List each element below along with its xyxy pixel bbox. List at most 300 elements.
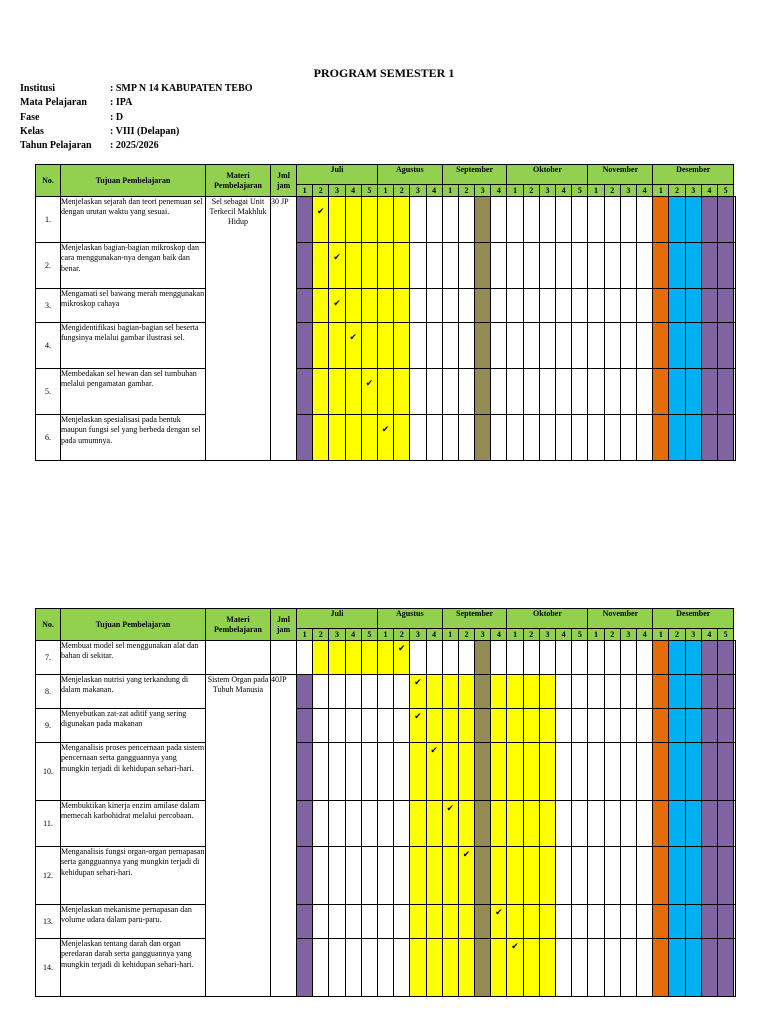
week-cell [313,905,329,939]
week-cell [426,847,442,905]
table-row [36,801,736,847]
table-row [36,243,736,289]
week-cell [410,675,426,709]
week-cell [653,243,669,289]
week-cell [491,675,507,709]
week-cell [345,415,361,461]
week-cell [361,939,377,997]
week-cell [394,415,410,461]
row-number: 8. [36,675,61,709]
week-cell [572,369,588,415]
table-row [36,289,736,323]
week-cell [491,801,507,847]
week-header: 4 [701,185,717,197]
week-cell [620,197,636,243]
week-cell [588,847,604,905]
week-cell [604,939,620,997]
week-cell [685,905,701,939]
week-cell [394,743,410,801]
week-cell [361,323,377,369]
info-label: Fase [20,111,40,123]
week-header: 4 [426,629,442,641]
week-cell [556,243,572,289]
table-row [36,847,736,905]
week-cell [410,847,426,905]
week-cell [394,709,410,743]
week-cell [329,743,345,801]
week-cell [556,641,572,675]
week-cell [734,905,736,939]
week-cell [394,197,410,243]
week-cell [475,675,491,709]
week-cell [637,743,653,801]
week-header: 2 [394,629,410,641]
week-cell [329,415,345,461]
week-cell [604,243,620,289]
week-cell [572,641,588,675]
week-cell [491,289,507,323]
week-cell [523,641,539,675]
week-cell [539,743,555,801]
week-header: 1 [653,629,669,641]
row-number: 14. [36,939,61,997]
week-cell [669,847,685,905]
week-cell [588,323,604,369]
week-cell [458,709,474,743]
week-cell [604,905,620,939]
week-cell [297,939,313,997]
week-cell [734,369,736,415]
week-cell [475,415,491,461]
week-cell [572,709,588,743]
week-cell [653,415,669,461]
week-cell [718,323,734,369]
week-cell [329,323,345,369]
week-cell [491,709,507,743]
week-cell [701,801,717,847]
check-mark-icon: ✔ [462,849,471,859]
page-title: PROGRAM SEMESTER 1 [313,66,455,80]
week-cell [653,709,669,743]
info-label: Tahun Pelajaran [20,140,92,152]
week-cell [620,709,636,743]
week-cell [329,847,345,905]
week-cell [394,243,410,289]
tujuan-pembelajaran: Membuktikan kinerja enzim amilase dalam memecah karbohidrat melalui percobaan. [61,801,206,847]
week-cell [458,197,474,243]
week-header: 1 [507,185,523,197]
week-cell [329,289,345,323]
week-cell [394,939,410,997]
row-number: 11. [36,801,61,847]
week-cell [604,641,620,675]
week-cell [539,675,555,709]
row-number: 9. [36,709,61,743]
week-cell [329,197,345,243]
week-cell [442,197,458,243]
week-cell [734,743,736,801]
tujuan-pembelajaran: Menganalisis proses pencernaan pada sistem pencernaan serta gangguannya yang mungkin terjadi di kehidupan sehari-hari. [61,743,206,801]
week-cell [588,197,604,243]
week-cell [377,641,393,675]
week-cell [685,369,701,415]
week-cell [313,323,329,369]
week-cell [377,905,393,939]
week-cell [523,415,539,461]
week-cell [539,369,555,415]
week-cell [426,675,442,709]
week-cell [734,801,736,847]
week-cell [377,675,393,709]
week-header: 3 [685,629,701,641]
week-header: 4 [556,629,572,641]
week-cell [491,323,507,369]
week-header: 2 [669,629,685,641]
week-header: 5 [361,629,377,641]
month-header: Juli [297,609,378,629]
tujuan-pembelajaran: Menjelaskan mekanisme pernapasan dan volume udara dalam paru-paru. [61,905,206,939]
week-cell [297,289,313,323]
info-row-tahun-pelajaran [20,139,253,153]
week-cell [669,709,685,743]
week-header: 5 [572,629,588,641]
week-cell [685,323,701,369]
week-cell [458,369,474,415]
week-cell [604,709,620,743]
week-header: 3 [475,629,491,641]
week-cell [701,709,717,743]
week-cell [620,641,636,675]
week-cell [701,641,717,675]
check-mark-icon: ✔ [430,745,438,755]
week-header: 3 [475,185,491,197]
week-cell [701,323,717,369]
materi-pembelajaran: Sistem Organ pada Tubuh Manusia [206,675,271,997]
week-header: 4 [491,629,507,641]
week-cell [604,369,620,415]
month-header: September [442,609,507,629]
week-cell [410,801,426,847]
week-cell [410,243,426,289]
week-header: 4 [556,185,572,197]
week-cell [685,243,701,289]
week-cell [701,197,717,243]
week-cell [442,323,458,369]
week-header: 1 [377,629,393,641]
week-header: 4 [491,185,507,197]
row-number: 2. [36,243,61,289]
week-cell [637,847,653,905]
week-cell [701,369,717,415]
week-cell [572,801,588,847]
week-cell [588,743,604,801]
info-label: Kelas [20,125,44,137]
week-cell [491,939,507,997]
week-cell [377,369,393,415]
week-cell [637,675,653,709]
table-row [36,905,736,939]
info-value: : SMP N 14 KABUPATEN TEBO [110,83,253,94]
table-row [36,743,736,801]
tujuan-pembelajaran: Menjelaskan nutrisi yang terkandung di dalam makanan. [61,675,206,709]
week-cell [685,289,701,323]
week-cell [297,847,313,905]
week-cell [475,801,491,847]
week-cell [539,289,555,323]
info-value: : IPA [110,97,133,109]
week-cell [588,801,604,847]
info-row-institusi [20,82,253,96]
week-cell [507,743,523,801]
week-cell [394,323,410,369]
week-cell [329,709,345,743]
week-cell [475,243,491,289]
week-header: 1 [297,185,313,197]
week-cell [313,847,329,905]
header-no: No. [36,609,61,641]
week-cell [475,939,491,997]
week-cell [701,905,717,939]
month-header: September [442,165,507,185]
week-cell [718,847,734,905]
week-cell [653,847,669,905]
week-cell [556,709,572,743]
week-cell [345,743,361,801]
jml-jam [271,641,297,675]
week-header: 4 [637,629,653,641]
week-cell [653,743,669,801]
week-cell [426,369,442,415]
week-cell [718,289,734,323]
row-number: 12. [36,847,61,905]
week-header: 2 [394,185,410,197]
info-label: Institusi [20,83,56,94]
week-cell [523,743,539,801]
week-cell [377,801,393,847]
week-cell [588,369,604,415]
week-cell [669,939,685,997]
week-cell [475,743,491,801]
week-cell [734,641,736,675]
week-cell [507,801,523,847]
week-cell [426,801,442,847]
week-cell [620,243,636,289]
week-cell [556,289,572,323]
week-cell [458,323,474,369]
week-cell [523,243,539,289]
week-cell [345,243,361,289]
week-cell [458,289,474,323]
week-header: 1 [442,185,458,197]
month-header: Oktober [507,165,588,185]
week-header: 5 [718,185,734,197]
week-header: 1 [507,629,523,641]
jml-jam: 40JP [271,675,297,997]
week-cell [475,369,491,415]
week-cell [458,939,474,997]
week-cell [361,801,377,847]
week-cell [442,709,458,743]
week-cell [297,905,313,939]
week-cell [701,415,717,461]
week-cell [507,415,523,461]
week-cell [653,369,669,415]
week-header: 1 [653,185,669,197]
week-header: 4 [345,629,361,641]
week-cell [572,675,588,709]
week-cell [653,675,669,709]
week-cell [410,369,426,415]
week-cell [523,675,539,709]
week-cell [377,847,393,905]
week-cell [523,197,539,243]
week-cell [588,709,604,743]
info-value: : D [110,111,124,123]
week-cell [604,743,620,801]
week-cell [507,675,523,709]
week-cell [572,847,588,905]
week-cell [604,675,620,709]
week-cell [588,905,604,939]
week-header: 2 [458,185,474,197]
week-cell [653,289,669,323]
tujuan-pembelajaran: Menjelaskan tentang darah dan organ peredaran darah serta gangguannya yang mungkin terjadi di kehidupan sehari-hari. [61,939,206,997]
week-cell [637,415,653,461]
week-cell [604,289,620,323]
month-header: November [588,609,653,629]
week-cell [345,905,361,939]
week-cell [523,709,539,743]
week-cell [394,675,410,709]
week-cell [588,415,604,461]
week-cell [297,197,313,243]
week-cell [410,197,426,243]
week-cell [297,743,313,801]
week-cell [313,801,329,847]
week-cell [361,369,377,415]
week-cell [669,675,685,709]
header-jml: Jml jam [271,165,297,197]
week-header: 5 [718,629,734,641]
week-cell [653,939,669,997]
week-cell [475,641,491,675]
info-row-mata-pelajaran [20,96,253,110]
week-cell [669,369,685,415]
week-cell [491,905,507,939]
week-cell [669,641,685,675]
week-cell [313,743,329,801]
week-cell [620,743,636,801]
week-cell [394,801,410,847]
week-cell [669,415,685,461]
week-header: 3 [410,629,426,641]
week-cell [345,323,361,369]
week-cell [377,709,393,743]
week-cell [718,675,734,709]
week-cell [377,289,393,323]
week-cell [604,801,620,847]
week-cell [620,801,636,847]
table-row [36,939,736,997]
header-no: No. [36,165,61,197]
week-cell [653,197,669,243]
week-header: 2 [313,185,329,197]
week-cell [539,641,555,675]
week-cell [297,415,313,461]
week-cell [442,289,458,323]
week-cell [685,801,701,847]
week-cell [426,323,442,369]
week-cell [377,415,393,461]
week-cell [475,847,491,905]
info-value: : VIII (Delapan) [110,125,180,137]
week-cell [507,905,523,939]
check-mark-icon: ✔ [446,803,455,813]
week-cell [572,197,588,243]
week-cell [361,709,377,743]
week-cell [361,289,377,323]
tujuan-pembelajaran: Menganalisis fungsi organ-organ pernapasan serta gangguannya yang mungkin terjadi di kehidupan sehari-hari. [61,847,206,905]
week-cell [458,415,474,461]
week-cell [539,709,555,743]
week-cell [588,243,604,289]
check-mark-icon: ✔ [365,378,374,388]
week-cell [507,709,523,743]
materi-pembelajaran: Sel sebagai Unit Terkecil Makhluk Hidup [206,197,271,461]
week-cell [718,743,734,801]
week-cell [361,905,377,939]
week-cell [539,415,555,461]
week-cell [572,243,588,289]
week-cell [718,905,734,939]
week-cell [475,197,491,243]
week-cell [410,905,426,939]
week-cell [523,801,539,847]
check-mark-icon: ✔ [414,711,422,721]
week-cell [361,415,377,461]
week-cell [718,415,734,461]
week-cell [475,289,491,323]
week-cell [313,675,329,709]
week-cell [523,847,539,905]
week-cell [539,905,555,939]
week-cell [329,243,345,289]
week-cell [442,801,458,847]
week-cell [734,939,736,997]
week-cell [620,289,636,323]
week-cell [523,323,539,369]
week-cell [313,939,329,997]
week-cell [329,801,345,847]
week-cell [620,905,636,939]
week-cell [394,905,410,939]
week-cell [701,675,717,709]
week-cell [410,743,426,801]
week-cell [637,289,653,323]
week-cell [685,939,701,997]
week-cell [394,847,410,905]
row-number: 13. [36,905,61,939]
week-cell [410,415,426,461]
week-cell [345,197,361,243]
week-header: 1 [442,629,458,641]
info-row-kelas [20,125,253,139]
week-cell [620,369,636,415]
week-cell [718,369,734,415]
table-row [36,197,736,243]
week-cell [426,243,442,289]
week-cell [637,709,653,743]
